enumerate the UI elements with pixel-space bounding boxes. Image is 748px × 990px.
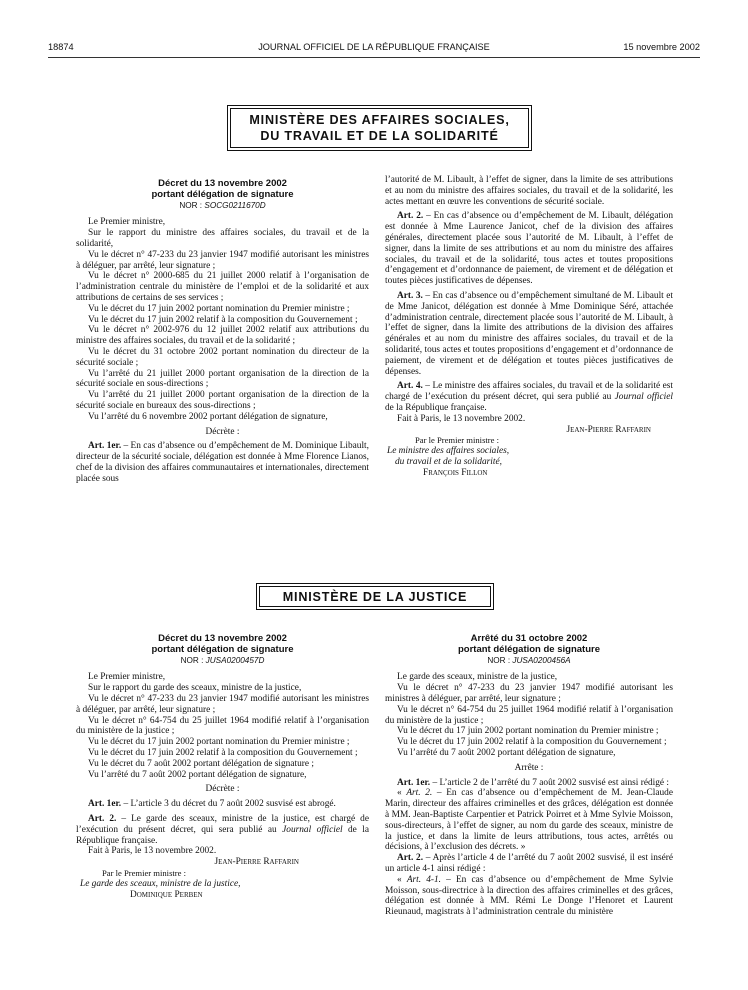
article-1 [385,778,673,789]
ministry-name: MINISTÈRE DE LA JUSTICE [282,589,468,604]
nor-code: JUSA0200456A [512,655,571,665]
paragraph: Vu le décret du 17 juin 2002 portant nomination du Premier ministre ; [88,303,350,314]
decree-subtitle: portant délégation de signature [151,188,294,200]
article-text: – En cas d’absence ou d’empêchement simultané de M. Libault et de Mme Janicot, délégation est donnée à Mme Dominique Séré, attachée d’administration centrale, directement placée sous l’autorité de M. Libault, à l’effet de signer, dans la limite des attributions de la division des affaires générales et au nom du ministre des affaires sociales, du travail et de la solidarité, tous actes et toutes propositions d’engagement et d’ordonnance de paiement, de virement et de délégation et toutes pièces justificatives de dépenses. [385,290,673,377]
arrete-title: Arrêté du 31 octobre 2002 [470,633,588,644]
paragraph: Vu le décret du 17 juin 2002 relatif à la composition du Gouvernement ; [88,314,358,325]
arrete-label: Arrête : [514,762,544,773]
paragraph: Vu le décret n° 2002-976 du 12 juillet 2002 relatif aux attributions du ministre des affaires sociales, du travail et de la solidarité ; [76,325,369,347]
signer-name: Jean-Pierre Raffarin [214,857,299,868]
paragraph: Vu l’arrêté du 7 août 2002 portant délégation de signature, [88,769,307,780]
article-text: – L’article 2 de l’arrêté du 7 août 2002 susvisé est ainsi rédigé : [430,777,670,788]
paragraph: Vu l’arrêté du 6 novembre 2002 portant délégation de signature, [88,411,328,422]
article-3 [385,291,673,377]
nor-label: NOR : [179,200,205,210]
quote-mark: « [397,874,407,885]
section1-left-column [76,179,369,485]
paragraph: Vu le décret n° 47-233 du 23 janvier 1947 modifié autorisant les ministres à déléguer, par arrêté, leur signature ; [76,693,369,715]
nor-reference [76,201,369,212]
paragraph: Vu l’arrêté du 21 juillet 2000 portant organisation de la direction de la sécurité sociale en sous-directions ; [76,368,369,390]
article-4 [385,381,673,413]
article-2 [385,853,673,875]
decrete-label: Décrète : [205,784,240,795]
quote-mark: « [397,788,407,799]
ministry-heading-social [227,105,532,151]
paragraph: Sur le rapport du ministre des affaires sociales, du travail et de la solidarité, [76,228,369,249]
article-text: – Le garde des sceaux, ministre de la justice, est chargé de l’exécution du présent décret, qui sera publié au [76,813,369,835]
paragraph: Le Premier ministre, [88,672,166,683]
article-label: Art. 4. [397,381,423,392]
section2-right-column [385,634,673,918]
minister-name: François Fillon [423,467,488,478]
fait-line: Fait à Paris, le 13 novembre 2002. [88,846,217,857]
journal-name: Journal officiel [614,392,673,403]
article-label: Art. 1er. [397,777,431,788]
nor-label: NOR : [487,655,513,665]
decree-title: Décret du 13 novembre 2002 [158,178,287,189]
ministry-line-1: MINISTÈRE DES AFFAIRES SOCIALES, [249,113,510,127]
issue-date: 15 novembre 2002 [623,42,700,52]
page-header [48,40,700,56]
article-1 [76,441,369,484]
ministry-line-2: DU TRAVAIL ET DE LA SOLIDARITÉ [260,129,499,143]
paragraph: Vu le décret du 17 juin 2002 relatif à la composition du Gouvernement ; [88,747,358,758]
article-text: – Après l’article 4 de l’arrêté du 7 août 2002 susvisé, il est inséré un article 4-1 ainsi rédigé : [385,853,673,874]
paragraph: Vu le décret du 31 octobre 2002 portant nomination du directeur de la sécurité sociale ; [76,346,369,368]
nor-reference [76,656,369,667]
page-number: 18874 [48,42,74,52]
paragraph: Sur le rapport du garde des sceaux, ministre de la justice, [88,683,302,694]
par-line: Par le Premier ministre : [415,435,500,446]
quoted-article-2 [385,788,673,853]
paragraph: Vu le décret n° 47-233 du 23 janvier 1947 modifié autorisant les ministres à déléguer, par arrêté, leur signature ; [385,683,673,704]
article-text: – En cas d’absence ou d’empêchement de M. Libault, délégation est donnée à Mme Laurence Janicot, chef de la division des affaires générales, directement placée sous l’autorité de M. Libault, à l’effet de signer, dans la limite de ses attributions et au nom du ministre des affaires sociales, du travail et de la solidarité, tous actes et toutes propositions d’engagement et d’ordonnance de paiement, de virement et de délégation et toutes pièces justificatives de dépenses. [385,211,673,287]
paragraph: Vu le décret n° 2000-685 du 21 juillet 2000 relatif à l’organisation de l’administration centrale du ministère de l’emploi et de la solidarité et aux attributions de certains de ses services ; [76,271,369,303]
paragraph: Vu l’arrêté du 21 juillet 2000 portant organisation de la direction de la sécurité sociale en bureaux des sous-directions ; [76,390,369,411]
article-label: Art. 2. [397,211,424,222]
quoted-text: – En cas d’absence ou d’empêchement de Mme Sylvie Moisson, sous-directrice à la direction des affaires criminelles et des grâces, délégation est donnée à MM. Rémi Le Donge l’Henoret et Laurent Rieunaud, magistrats à l’administration centrale du ministère [385,874,673,918]
article-text: de la République française. [385,402,487,413]
article-text: – En cas d’absence ou d’empêchement de M. Dominique Libault, directeur de la sécurité sociale, délégation est donnée à Mme Florence Lianos, chef de la division des affaires communautaires et internationales, directement placée sous [76,441,370,484]
journal-title: JOURNAL OFFICIEL DE LA RÉPUBLIQUE FRANÇAISE [258,42,490,52]
quoted-text: – En cas d’absence ou d’empêchement de M. Jean-Claude Marin, directeur des affaires criminelles et des grâces, délégation est donnée à MM. Jean-Baptiste Carpentier et Patrick Poirret et à Mme Sylvie Moisson, sous-directeurs, à l’effet de signer, au nom du garde des sceaux, ministre de la justice, et dans la limite de leurs attributions, tous actes, arrêtés ou décisions, à l’exclusion des décrets. » [385,788,673,853]
minister-name: Dominique Perben [130,889,203,900]
article-2 [76,814,369,846]
paragraph: Vu le décret du 7 août 2002 portant délégation de signature ; [88,758,314,769]
paragraph: Vu l’arrêté du 7 août 2002 portant délégation de signature, [397,747,616,758]
header-rule [48,57,700,58]
quoted-label: Art. 2. [406,788,433,799]
paragraph: Le garde des sceaux, ministre de la justice, [397,672,558,683]
paragraph: Vu le décret du 17 juin 2002 portant nomination du Premier ministre ; [88,737,350,748]
quoted-label: Art. 4-1. [406,874,442,885]
paragraph: Vu le décret n° 64-754 du 25 juillet 1964 modifié relatif à l’organisation du ministère de la justice ; [76,715,369,737]
nor-label: NOR : [180,655,206,665]
article-label: Art. 2. [88,813,117,824]
article-label: Art. 1er. [88,441,122,452]
nor-code: SOCG0211670D [204,200,266,210]
par-line: Par le Premier ministre : [102,867,187,878]
decrete-label: Décrète : [205,426,240,437]
article-label: Art. 3. [397,290,423,301]
article-1 [76,799,369,810]
paragraph: Le Premier ministre, [88,217,166,228]
quoted-article-4-1 [385,875,673,918]
decree-subtitle: portant délégation de signature [151,643,294,655]
nor-reference [385,656,673,667]
arrete-subtitle: portant délégation de signature [458,643,600,655]
journal-name: Journal officiel [282,824,343,835]
paragraph: Vu le décret du 17 juin 2002 relatif à la composition du Gouvernement ; [397,737,667,748]
article-text: de la République française. [76,824,370,846]
article-label: Art. 2. [397,853,424,864]
section1-right-column [385,175,673,479]
article-1-continuation: l’autorité de M. Libault, à l’effet de signer, dans la limite de ses attributions et au nom du ministre des affaires sociales, du travail et de la solidarité, les actes mettant en œuvre les conventions de sécurité sociale. [385,175,673,207]
minister-title: Le garde des sceaux, ministre de la justice, [80,878,241,889]
minister-title: Le ministre des affaires sociales, [387,446,510,457]
minister-title-2: du travail et de la solidarité, [395,456,502,467]
ministry-heading-justice [256,583,494,610]
article-text: – L’article 3 du décret du 7 août 2002 susvisé est abrogé. [121,799,336,810]
section2-left-column [76,634,369,900]
nor-code: JUSA0200457D [205,655,265,665]
paragraph: Vu le décret n° 64-754 du 25 juillet 1964 modifié relatif à l’organisation du ministère de la justice ; [385,704,673,726]
paragraph: Vu le décret du 17 juin 2002 portant nomination du Premier ministre ; [397,726,659,737]
article-2 [385,211,673,287]
paragraph: Vu le décret n° 47-233 du 23 janvier 1947 modifié autorisant les ministres à déléguer, par arrêté, leur signature ; [76,249,369,271]
fait-line: Fait à Paris, le 13 novembre 2002. [397,413,526,424]
decree-title: Décret du 13 novembre 2002 [158,633,287,644]
article-text: – Le ministre des affaires sociales, du travail et de la solidarité est chargé de l’exécution du présent décret, qui sera publié au [385,381,674,403]
signer-name: Jean-Pierre Raffarin [566,424,651,435]
article-label: Art. 1er. [88,799,122,810]
